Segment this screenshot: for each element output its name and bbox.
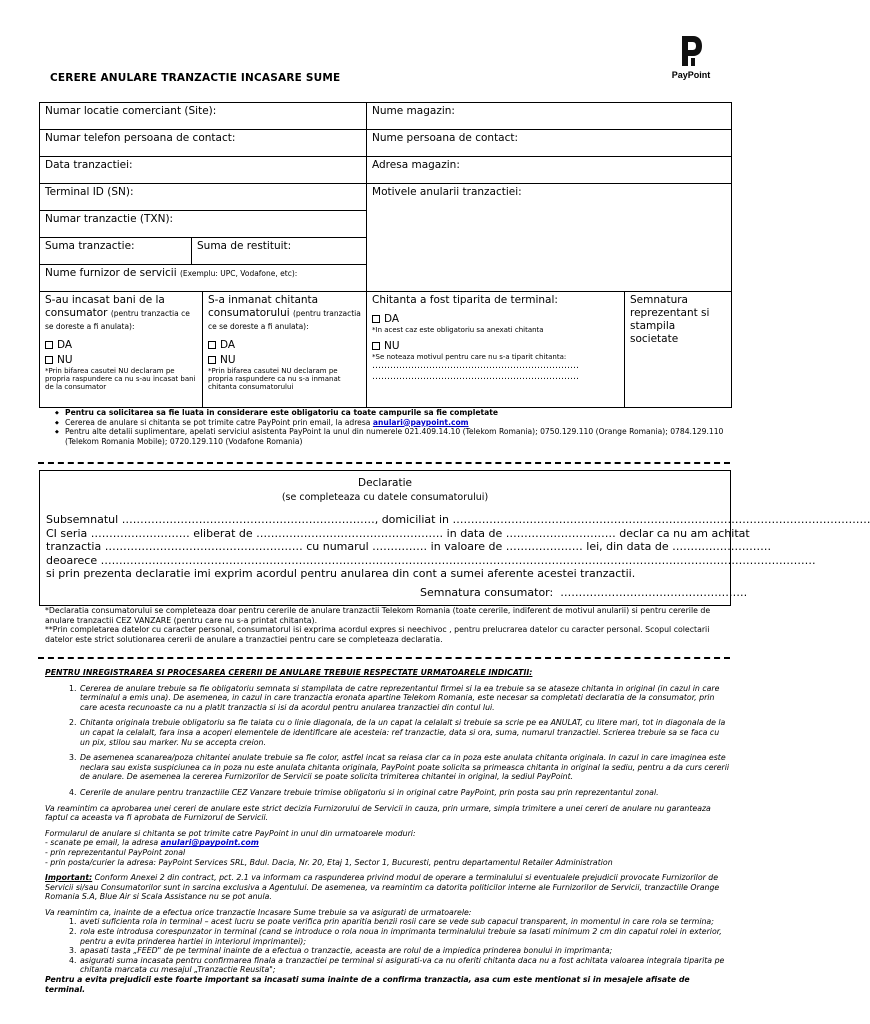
cash-question: S-au incasat bani de la consumator (pentru tranzactia ce se doreste a fi anulata): [45, 294, 190, 331]
request-form [39, 102, 732, 408]
consumer-declaration [39, 470, 870, 606]
sending-intro: Formularul de anulare si chitanta se pot trimite catre PayPoint in unul din urmatoarele moduri: [45, 828, 416, 838]
receipt-nu-checkbox[interactable] [208, 356, 216, 364]
printed-question: Chitanta a fost tiparita de terminal: [372, 294, 558, 306]
declaration-title: Declaratie [358, 477, 412, 489]
reason-line-1[interactable]: …………………………………………………………… [372, 361, 580, 371]
pre-transaction-note: Va reamintim ca, inainte de a efectua orice tranzactie Incasare Sume trebuie sa va asigurati de urmatoarele: [45, 907, 472, 917]
instructions-list [45, 684, 730, 798]
receipt-da-option[interactable]: DA [208, 339, 361, 352]
cash-nu-checkbox[interactable] [45, 356, 53, 364]
pre-transaction-steps [45, 917, 730, 975]
sending-email: - scanate pe email, la adresa anulari@paypoint.com [45, 838, 259, 848]
declaration-line-5: si prin prezenta declaratie imi exprim acordul pentru anularea din cont a sumei aferente acestei tranzactii. [46, 567, 636, 580]
printed-nu-option[interactable]: NU [372, 340, 619, 353]
tx-number-field[interactable]: Numar tranzactie (TXN): [40, 211, 367, 238]
sending-methods [45, 829, 730, 867]
provider-example: (Exemplu: UPC, Vodafone, etc): [179, 269, 298, 278]
note-email: ◆ Cererea de anulare si chitanta se pot trimite catre PayPoint prin email, la adresa anulari@paypoint.com [55, 418, 735, 428]
paypoint-logo-icon [679, 34, 703, 68]
step-item: 3. apasati tasta „FEED" de pe terminal inainte de a efectua o tranzactie, aceasta are rolul de a impiedica prinderea bonului in imprimanta; [69, 946, 613, 956]
sending-post: - prin posta/curier la adresa: PayPoint Services SRL, Bdul. Dacia, Nr. 20, Etaj 1, Sector 1, Bucuresti, pentru departamentul Retailer Administration [45, 857, 613, 867]
contact-phone-field[interactable]: Numar telefon persoana de contact: [40, 130, 367, 157]
declaration-footnotes [45, 606, 735, 644]
receipt-nu-note: *Prin bifarea casutei NU declaram pe propria raspundere ca nu s-a inmanat chitanta consumatorului [208, 367, 341, 391]
declaration-line-2[interactable]: CI seria ……………………… eliberat de …………………………………………… in data de ………………………… declar ca nu am achitat [46, 526, 750, 540]
email-link-2[interactable]: anulari@paypoint.com [160, 838, 259, 848]
instruction-item: 1. Cererea de anulare trebuie sa fie obligatoriu semnata si stampilata de catre reprezentantul firmei si la ea trebuie sa se ataseze chitanta in original (in cazul in care terminalul a emis una). De asemenea, in cazul in care tranzactia eronata apartine Telekom Romania, este necesar sa completati declaratia de la consumator, prin care acesta recunoaste ca nu a platit tranzactia si isi da acordul pentru anularea tranzactiei din contul lui. [69, 683, 720, 712]
printed-da-checkbox[interactable] [372, 315, 380, 323]
provider-label: Nume furnizor de servicii [45, 267, 177, 279]
instruction-item: 2. Chitanta originala trebuie obligatoriu sa fie taiata cu o linie diagonala, de la un capat la celalalt si trebuie sa scrie pe ea ANULAT, cu litere mari, tot in diagonala de la un capat la celalalt, fara insa a acoperi elementele de identificare ale acesteia: ref tranzactie, data si ora, suma, numarul tranzactiei. Scrierea trebuie sa se faca cu un pix, stilou sau marker. Nu se accepta creion. [69, 718, 726, 747]
receipt-nu-option[interactable]: NU [208, 354, 361, 367]
paypoint-logo [662, 34, 720, 80]
form-notes [55, 408, 735, 446]
instruction-item: 4. Cererile de anulare pentru tranzactiile CEZ Vanzare trebuie trimise obligatoriu si in original catre PayPoint, prin posta sau prin reprezentantul zonal. [69, 787, 659, 797]
cash-nu-option[interactable]: NU [45, 354, 197, 367]
shop-address-field[interactable]: Adresa magazin: [367, 157, 732, 184]
tx-date-field[interactable]: Data tranzactiei: [40, 157, 367, 184]
contact-name-field[interactable]: Nume persoana de contact: [367, 130, 732, 157]
important-note: Important: Conform Anexei 2 din contract, pct. 2.1 va informam ca raspunderea privind modul de operare a terminalului si eventualele prejudicii provocate Furnizorilor de Servicii si/sau Consumatorilor sunt in sarcina exclusiva a Agentului. De asemenea, va reamintim ca datorita politicilor interne ale Furnizorilor de Servicii, tranzactiile Orange Romania S.A, Blue Air si Scala Assistance nu se pot anula. [45, 873, 720, 902]
declaration-line-4[interactable]: deoarece …………………………………………………………………………………………………………………………………………………………………………… [46, 553, 816, 567]
receipt-printed-cell [367, 292, 625, 408]
receipt-question: S-a inmanat chitanta consumatorului (pentru tranzactia ce se doreste a fi anulata): [208, 294, 361, 331]
sending-rep: - prin reprezentantul PayPoint zonal [45, 847, 186, 857]
cancel-reasons-field[interactable]: Motivele anularii tranzactiei: [367, 184, 732, 292]
printed-da-note: *In acest caz este obligatoriu sa anexati chitanta [372, 326, 544, 334]
cash-nu-note: *Prin bifarea casutei NU declaram pe propria raspundere ca nu s-au incasat bani de la consumator [45, 367, 196, 391]
provider-field[interactable] [40, 265, 367, 292]
company-signature-cell[interactable]: Semnatura reprezentant si stampila societate [625, 292, 732, 408]
cash-collected-cell [40, 292, 203, 408]
note-phones: ◆ Pentru alte detalii suplimentare, apelati serviciul asistenta PayPoint la unul din numerele 021.409.14.10 (Telekom Romania); 0750.129.110 (Orange Romania); 0784.129.110 (Telekom Romania Mobile); 0720.129.110 (Vodafone Romania) [55, 427, 735, 446]
final-warning: Pentru a evita prejudicii este foarte important sa incasati suma inainte de a confirma tranzactia, asa cum este mentionat si in mesajele afisate de terminal. [45, 975, 690, 994]
reason-line-2[interactable]: …………………………………………………………… [372, 372, 580, 382]
step-item: 2. rola este introdusa corespunzator in terminal (cand se introduce o rola noua in imprimanta terminalului trebuie sa lasati minimum 2 cm din capatul rolei in exterior, pentru a evita prinderea hartiei in interiorul imprimantei); [69, 927, 722, 946]
receipt-handed-cell [203, 292, 367, 408]
cash-da-checkbox[interactable] [45, 341, 53, 349]
logo-text: PayPoint [671, 70, 711, 80]
cut-line-top [38, 462, 730, 464]
refund-amount-field[interactable]: Suma de restituit: [192, 238, 367, 265]
declaration-line-1[interactable]: Subsemnatul ……………………………………………………………, domiciliat in …………………………………………………………………………………………………… [46, 513, 870, 526]
footnote-1: *Declaratia consumatorului se completeaza doar pentru cererile de anulare tranzactii Telekom Romania (toate cererile, indiferent de motivul anularii) si pentru cererile de anulare tranzactii CEZ VANZARE (pentru care nu s-a printat chitanta). [45, 606, 711, 625]
tx-amount-field[interactable]: Suma tranzactie: [40, 238, 192, 265]
email-link[interactable]: anulari@paypoint.com [372, 417, 469, 427]
declaration-body [46, 513, 870, 581]
printed-da-option[interactable]: DA [372, 313, 619, 326]
consumer-signature[interactable]: Semnatura consumator: …………………………………………… [420, 586, 748, 599]
step-item: 1. aveti suficienta rola in terminal – acest lucru se poate verifica prin aparitia benzii rosii care se vede sub capacul transparent, in momentul in care rola se termina; [69, 917, 714, 927]
footnote-2: **Prin completarea datelor cu caracter personal, consumatorul isi exprima acordul expres si neechivoc , pentru prelucrarea datelor cu caracter personal. Scopul colectarii datelor este strict solutionarea cererii de anulare a tranzactiei pentru care se completeaza declaratia. [45, 625, 710, 644]
shop-name-field[interactable]: Nume magazin: [367, 103, 732, 130]
printed-nu-note: *Se noteaza motivul pentru care nu s-a tiparit chitanta: [372, 353, 567, 361]
printed-nu-checkbox[interactable] [372, 342, 380, 350]
step-item: 4. asigurati suma incasata pentru confirmarea finala a tranzactiei pe terminal si asigurati-va ca nu oferiti chitanta daca nu a fost achitata valoarea integrala tiparita pe chitanta marcata cu mesajul „Tranzactie Reusita"; [69, 955, 725, 975]
note-required: ◆ Pentru ca solicitarea sa fie luata in considerare este obligatoriu ca toate campurile sa fie completate [55, 408, 735, 418]
instructions [45, 668, 730, 1000]
approval-note: Va reamintim ca aprobarea unei cereri de anulare este strict decizia Furnizorului de Servicii in cauza, prin urmare, simpla trimitere a unei cereri de anulare nu garanteaza faptul ca aceasta va fi aprobata de Furnizorul de Servicii. [45, 803, 711, 823]
cut-line-bottom [38, 657, 730, 659]
site-field[interactable]: Numar locatie comerciant (Site): [40, 103, 367, 130]
instruction-item: 3. De asemenea scanarea/poza chitantei anulate trebuie sa fie color, astfel incat sa reiasa clar ca in poza este anulata chitanta originala. In cazul in care imaginea este neclara sau exista suspiciunea ca in poza nu este anulata chitanta originala, PayPoint poate solicita sa primeasca chitanta in original la sediu, pentru a da curs cererii de anulare. De asemenea la cererea Furnizorilor de Servicii se poate solicita trimiterea chitantei in original, la sediul PayPoint. [69, 753, 730, 782]
receipt-da-checkbox[interactable] [208, 341, 216, 349]
page-title: CERERE ANULARE TRANZACTIE INCASARE SUME [50, 72, 341, 84]
declaration-subtitle: (se completeaza cu datele consumatorului) [281, 492, 489, 503]
terminal-id-field[interactable]: Terminal ID (SN): [40, 184, 367, 211]
declaration-line-3[interactable]: tranzactia ……………………………………………… cu numarul …………… in valoare de ………………… lei, din data de ……………………… [46, 540, 772, 553]
cash-da-option[interactable]: DA [45, 339, 197, 352]
instructions-heading: PENTRU INREGISTRAREA SI PROCESAREA CERERII DE ANULARE TREBUIE RESPECTATE URMATOARELE INDICATII: [45, 668, 533, 677]
